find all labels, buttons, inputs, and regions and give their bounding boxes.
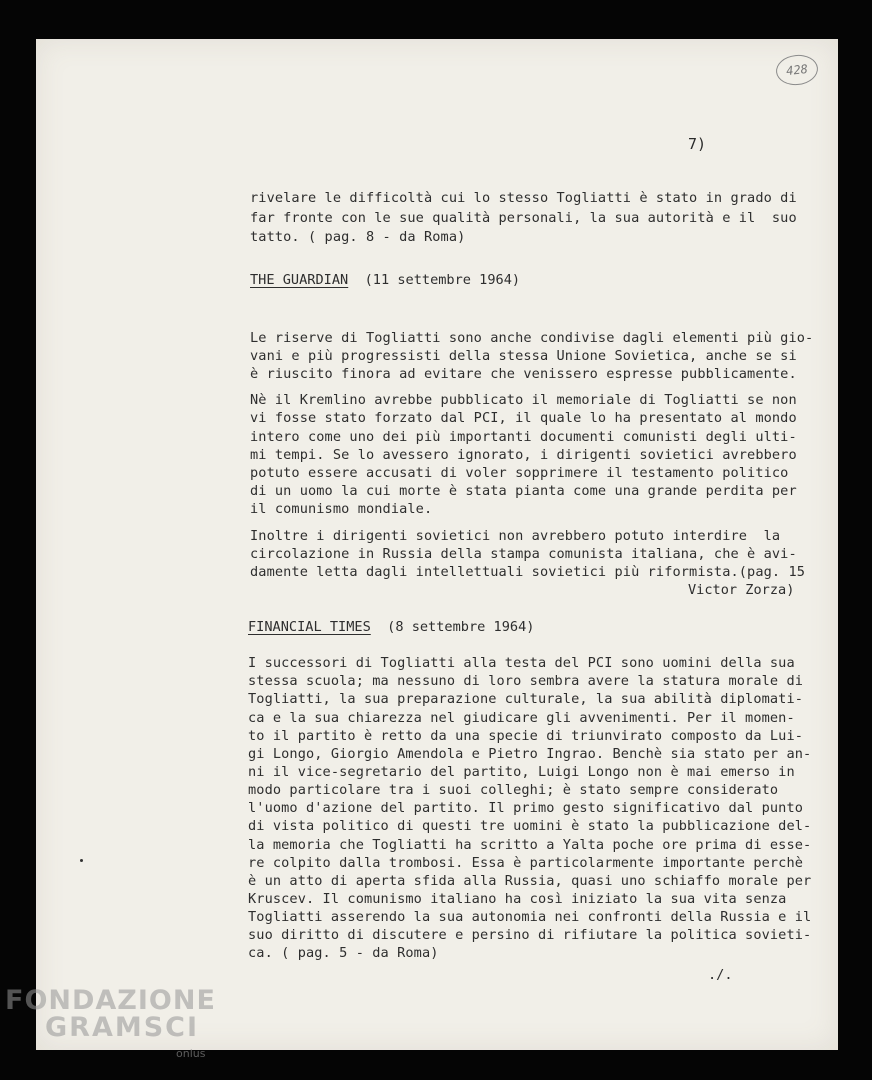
text-line: la memoria che Togliatti ha scritto a Yalta poche ore prima di esse- [248,837,812,853]
text-line: ni il vice-segretario del partito, Luigi Longo non è mai emerso in [248,764,795,780]
watermark-logo-line2: GRAMSCI [45,1012,200,1043]
article-author: Victor Zorza) [688,582,795,598]
text-line: circolazione in Russia della stampa comunista italiana, che è avi- [250,546,797,562]
text-line: to il partito è retto da una specie di triunvirato composto da Lui- [248,728,804,744]
source-name: FINANCIAL TIMES [248,619,371,635]
text-line: damente letta dagli intellettuali sovietici più riformista.(pag. 15 [250,564,806,580]
text-line: intero come uno dei più importanti documenti comunisti degli ulti- [250,429,797,445]
text-line: Inoltre i dirigenti sovietici non avrebbero potuto interdire la [250,528,781,544]
archive-stamp: 428 [775,53,820,87]
text-line: Kruscev. Il comunismo italiano ha così iniziato la sua vita senza [248,891,787,907]
text-line: vi fosse stato forzato dal PCI, il quale lo ha presentato al mondo [250,410,797,426]
section-heading-guardian [250,272,520,288]
page-number: 7) [688,135,707,153]
text-line: re colpito dalla trombosi. Essa è particolarmente importante perchè [248,855,804,871]
continuation-mark: ./. [708,967,733,983]
text-line: il comunismo mondiale. [250,501,433,517]
text-line: l'uomo d'azione del partito. Il primo gesto significativo dal punto [248,800,804,816]
watermark-logo-line3: onlus [176,1047,206,1060]
text-line: Le riserve di Togliatti sono anche condivise dagli elementi più gio- [250,330,814,346]
text-line: Nè il Kremlino avrebbe pubblicato il memoriale di Togliatti se non [250,392,797,408]
text-line: rivelare le difficoltà cui lo stesso Togliatti è stato in grado di [250,190,797,206]
ink-dot [80,859,83,862]
text-line: modo particolare tra i suoi colleghi; è stato sempre considerato [248,782,779,798]
text-line: ca. ( pag. 5 - da Roma) [248,945,439,961]
text-line: I successori di Togliatti alla testa del PCI sono uomini della sua [248,655,795,671]
source-date: (11 settembre 1964) [364,272,521,288]
text-line: di un uomo la cui morte è stata pianta come una grande perdita per [250,483,797,499]
text-line: tatto. ( pag. 8 - da Roma) [250,229,466,245]
watermark-logo-line1: FONDAZIONE [5,985,216,1016]
text-line: vani e più progressisti della stessa Unione Sovietica, anche se si [250,348,797,364]
source-date: (8 settembre 1964) [387,619,535,635]
source-name: THE GUARDIAN [250,272,349,288]
text-line: Togliatti, la sua preparazione culturale, la sua abilità diplomati- [248,691,804,707]
text-line: di vista politico di questi tre uomini è stato la pubblicazione del- [248,818,812,834]
text-line: potuto essere accusati di voler sopprimere il testamento politico [250,465,789,481]
text-line: far fronte con le sue qualità personali, la sua autorità e il suo [250,210,797,226]
text-line: gi Longo, Giorgio Amendola e Pietro Ingrao. Benchè sia stato per an- [248,746,812,762]
text-line: ca e la sua chiarezza nel giudicare gli avvenimenti. Per il momen- [248,710,795,726]
section-heading-ft [248,619,534,635]
text-line: suo diritto di discutere e persino di rifiutare la politica sovieti- [248,927,812,943]
text-line: è un atto di aperta sfida alla Russia, quasi uno schiaffo morale per [248,873,812,889]
text-line: Togliatti asserendo la sua autonomia nei confronti della Russia e il [248,909,812,925]
text-line: stessa scuola; ma nessuno di loro sembra avere la statura morale di [248,673,804,689]
text-line: mi tempi. Se lo avessero ignorato, i dirigenti sovietici avrebbero [250,447,797,463]
text-line: è riuscito finora ad evitare che venissero espresse pubblicamente. [250,366,797,382]
